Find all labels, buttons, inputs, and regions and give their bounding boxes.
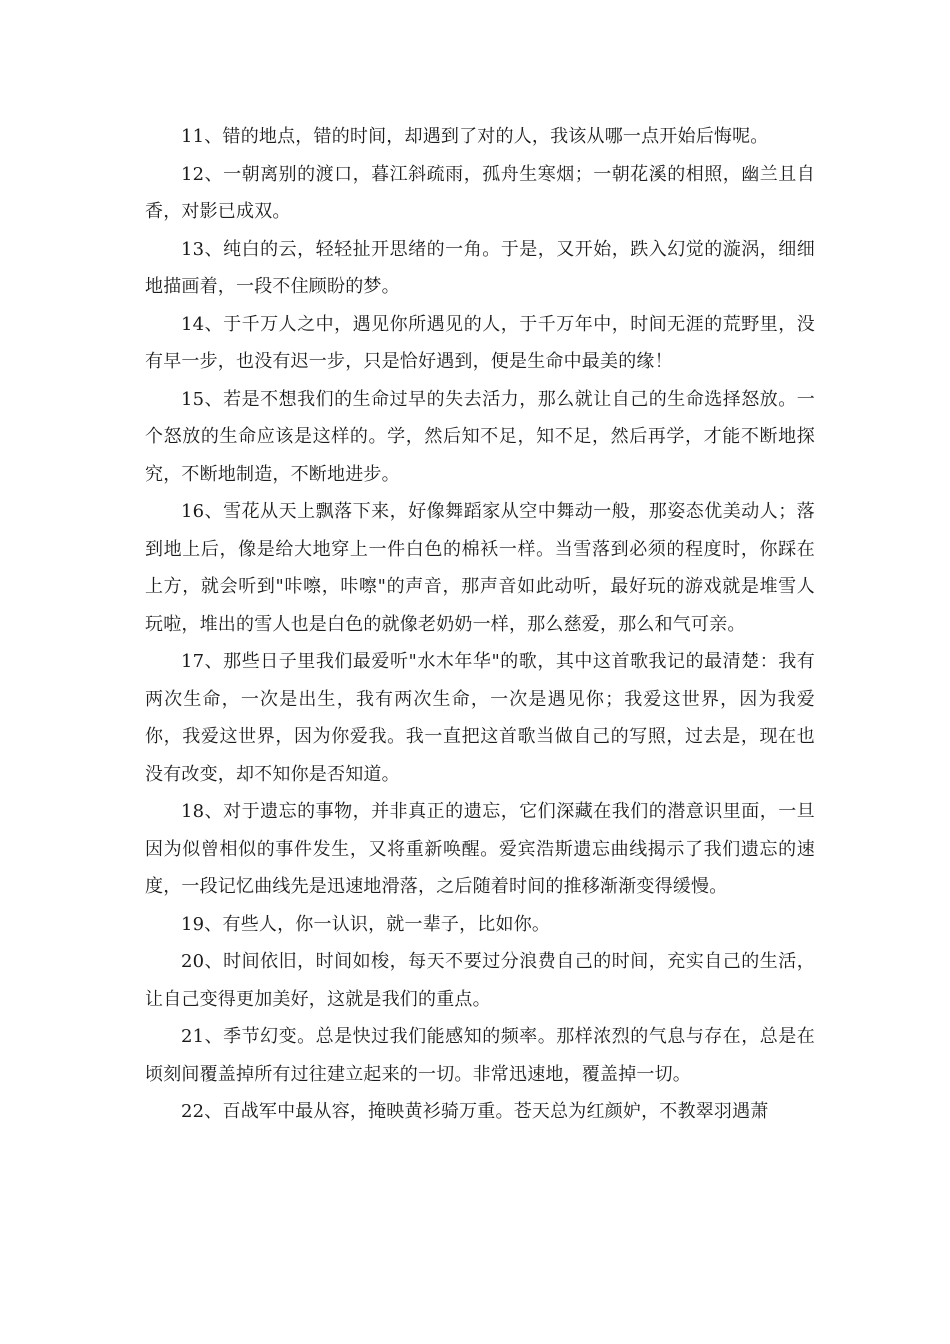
paragraph-12: 12、一朝离别的渡口，暮江斜疏雨，孤舟生寒烟；一朝花溪的相照，幽兰且自香，对影已成双。 [145,163,815,222]
paragraph-22: 22、百战军中最从容，掩映黄衫骑万重。苍天总为红颜妒，不教翠羽遇萧 [181,1101,769,1122]
paragraph-20: 20、时间依旧，时间如梭，每天不要过分浪费自己的时间，充实自己的生活，让自己变得更加美好，这就是我们的重点。 [145,951,815,1010]
paragraph-13: 13、纯白的云，轻轻扯开思绪的一角。于是，又开始，跌入幻觉的漩涡，细细地描画着，一段不住顾盼的梦。 [145,238,815,297]
paragraph-15: 15、若是不想我们的生命过早的失去活力，那么就让自己的生命选择怒放。一个怒放的生命应该是这样的。学，然后知不足，知不足，然后再学，才能不断地探究，不断地制造，不断地进步。 [145,388,815,485]
paragraph-18: 18、对于遗忘的事物，并非真正的遗忘，它们深藏在我们的潜意识里面，一旦因为似曾相似的事件发生，又将重新唤醒。爱宾浩斯遗忘曲线揭示了我们遗忘的速度，一段记忆曲线先是迅速地滑落，之后随着时间的推移渐渐变得缓慢。 [145,801,815,897]
document-page [145,118,815,1131]
paragraph-16: 16、雪花从天上飘落下来，好像舞蹈家从空中舞动一般，那姿态优美动人；落到地上后，像是给大地穿上一件白色的棉袄一样。当雪落到必须的程度时，你踩在上方，就会听到"咔嚓，咔嚓"的声音，那声音如此动听，最好玩的游戏就是堆雪人玩啦，堆出的雪人也是白色的就像老奶奶一样，那么慈爱，那么和气可亲。 [145,501,815,635]
paragraph-19: 19、有些人，你一认识，就一辈子，比如你。 [181,913,551,935]
paragraph-21: 21、季节幻变。总是快过我们能感知的频率。那样浓烈的气息与存在，总是在顷刻间覆盖掉所有过往建立起来的一切。非常迅速地，覆盖掉一切。 [145,1026,815,1085]
paragraph-17: 17、那些日子里我们最爱听"水木年华"的歌，其中这首歌我记的最清楚：我有两次生命，一次是出生，我有两次生命，一次是遇见你；我爱这世界，因为我爱你，我爱这世界，因为你爱我。我一直把这首歌当做自己的写照，过去是，现在也没有改变，却不知你是否知道。 [145,651,815,785]
paragraph-14: 14、于千万人之中，遇见你所遇见的人，于千万年中，时间无涯的荒野里，没有早一步，也没有迟一步，只是恰好遇到，便是生命中最美的缘！ [145,313,815,372]
paragraph-11: 11、错的地点，错的时间，却遇到了对的人，我该从哪一点开始后悔呢。 [181,126,769,147]
